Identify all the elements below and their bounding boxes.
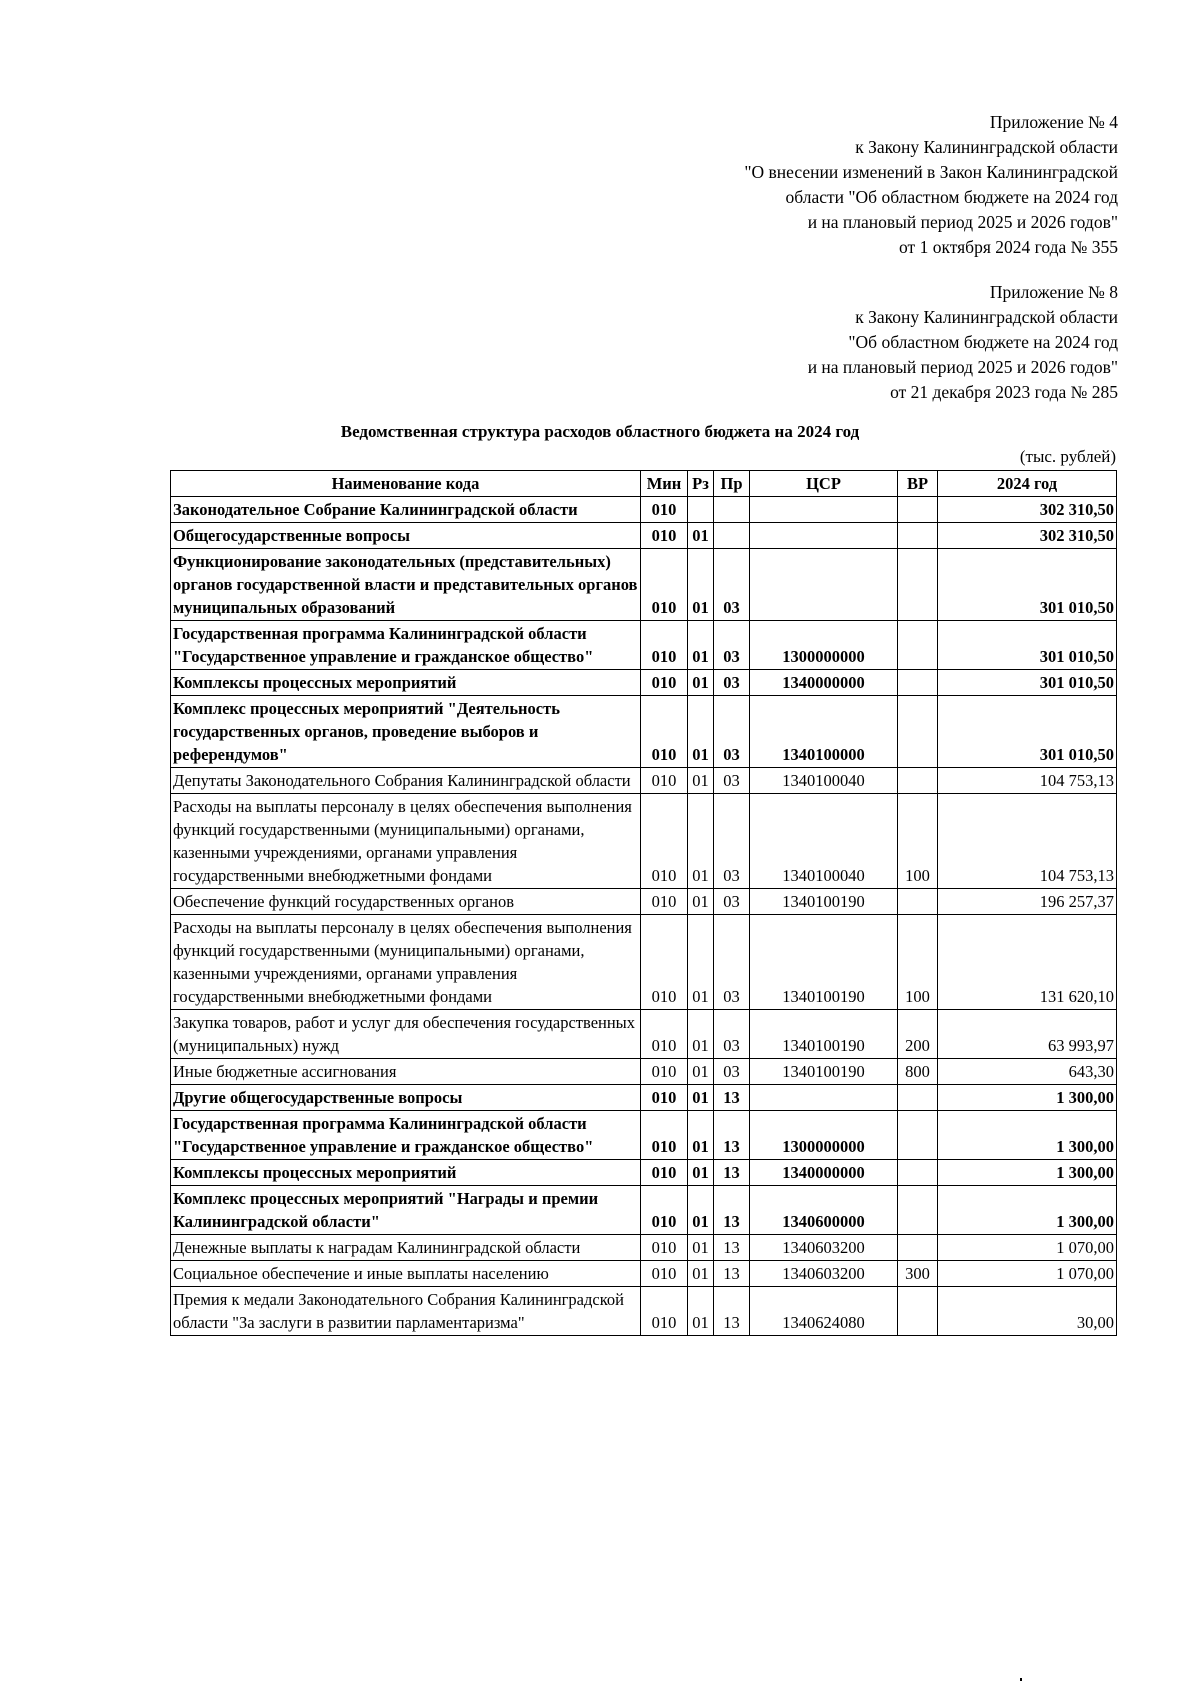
row-rz: 01 (688, 1111, 714, 1160)
row-csr: 1300000000 (750, 621, 898, 670)
row-amount: 104 753,13 (938, 794, 1117, 889)
row-vr: 300 (898, 1261, 938, 1287)
row-pr: 03 (714, 915, 750, 1010)
row-pr: 03 (714, 696, 750, 768)
row-csr (750, 523, 898, 549)
row-amount: 1 300,00 (938, 1186, 1117, 1235)
row-pr: 03 (714, 670, 750, 696)
column-header: Мин (641, 471, 688, 497)
row-vr (898, 497, 938, 523)
row-amount: 30,00 (938, 1287, 1117, 1336)
row-amount: 63 993,97 (938, 1010, 1117, 1059)
row-name: Премия к медали Законодательного Собрания Калининградской области "За заслуги в развитии парламентаризма" (171, 1287, 641, 1336)
row-min: 010 (641, 915, 688, 1010)
row-min: 010 (641, 621, 688, 670)
header-line: Приложение № 4 (989, 112, 1118, 132)
appendix-8-header (808, 280, 1118, 405)
row-csr: 1340100040 (750, 768, 898, 794)
table-row (171, 915, 1117, 1010)
row-rz: 01 (688, 889, 714, 915)
row-csr (750, 497, 898, 523)
row-csr: 1340100190 (750, 889, 898, 915)
row-amount: 643,30 (938, 1059, 1117, 1085)
row-pr: 13 (714, 1085, 750, 1111)
row-name: Расходы на выплаты персоналу в целях обеспечения выполнения функций государственными (муниципальными) органами, казенными учреждениями, органами управления государственными внебюджетными фондами (171, 794, 641, 889)
table-row (171, 1235, 1117, 1261)
scan-speck (1020, 1678, 1022, 1681)
table-row (171, 1160, 1117, 1186)
row-name: Социальное обеспечение и иные выплаты населению (171, 1261, 641, 1287)
row-name: Денежные выплаты к наградам Калининградской области (171, 1235, 641, 1261)
row-csr: 1340603200 (750, 1235, 898, 1261)
row-min: 010 (641, 497, 688, 523)
appendix-4-header (744, 110, 1118, 260)
header-line: и на плановый период 2025 и 2026 годов" (807, 212, 1118, 232)
row-vr: 100 (898, 794, 938, 889)
table-header-row (171, 471, 1117, 497)
row-name: Обеспечение функций государственных органов (171, 889, 641, 915)
row-csr: 1340100040 (750, 794, 898, 889)
row-pr (714, 523, 750, 549)
row-vr (898, 768, 938, 794)
row-csr: 1340624080 (750, 1287, 898, 1336)
table-row (171, 1261, 1117, 1287)
row-pr: 13 (714, 1235, 750, 1261)
row-vr (898, 523, 938, 549)
table-row (171, 621, 1117, 670)
row-pr: 13 (714, 1287, 750, 1336)
row-min: 010 (641, 794, 688, 889)
table-row (171, 768, 1117, 794)
row-csr: 1340000000 (750, 670, 898, 696)
row-rz: 01 (688, 1235, 714, 1261)
row-rz: 01 (688, 523, 714, 549)
row-vr (898, 670, 938, 696)
row-min: 010 (641, 1111, 688, 1160)
row-csr: 1340100190 (750, 1010, 898, 1059)
row-pr: 13 (714, 1261, 750, 1287)
row-min: 010 (641, 523, 688, 549)
row-amount: 301 010,50 (938, 621, 1117, 670)
row-pr: 03 (714, 794, 750, 889)
column-header: Рз (688, 471, 714, 497)
row-csr: 1340100000 (750, 696, 898, 768)
row-amount: 301 010,50 (938, 549, 1117, 621)
header-line: "Об областном бюджете на 2024 год (848, 332, 1118, 352)
row-rz: 01 (688, 549, 714, 621)
table-row (171, 794, 1117, 889)
header-line: области "Об областном бюджете на 2024 год (785, 187, 1118, 207)
row-vr (898, 889, 938, 915)
row-rz: 01 (688, 768, 714, 794)
row-rz: 01 (688, 1085, 714, 1111)
row-csr: 1340100190 (750, 915, 898, 1010)
row-amount: 1 070,00 (938, 1235, 1117, 1261)
row-csr: 1340100190 (750, 1059, 898, 1085)
header-line: Приложение № 8 (989, 282, 1118, 302)
row-name: Комплексы процессных мероприятий (171, 670, 641, 696)
row-rz: 01 (688, 1160, 714, 1186)
row-name: Другие общегосударственные вопросы (171, 1085, 641, 1111)
header-line: к Закону Калининградской области (855, 307, 1118, 327)
row-name: Законодательное Собрание Калининградской области (171, 497, 641, 523)
table-row (171, 670, 1117, 696)
row-name: Комплекс процессных мероприятий "Награды и премии Калининградской области" (171, 1186, 641, 1235)
row-csr: 1340600000 (750, 1186, 898, 1235)
table-row (171, 1186, 1117, 1235)
row-vr: 200 (898, 1010, 938, 1059)
row-rz: 01 (688, 794, 714, 889)
row-name: Расходы на выплаты персоналу в целях обеспечения выполнения функций государственными (муниципальными) органами, казенными учреждениями, органами управления государственными внебюджетными фондами (171, 915, 641, 1010)
row-amount: 131 620,10 (938, 915, 1117, 1010)
row-min: 010 (641, 1010, 688, 1059)
column-header: Пр (714, 471, 750, 497)
row-vr (898, 1160, 938, 1186)
row-csr: 1300000000 (750, 1111, 898, 1160)
row-csr (750, 549, 898, 621)
row-vr: 100 (898, 915, 938, 1010)
row-rz: 01 (688, 1010, 714, 1059)
table-row (171, 1111, 1117, 1160)
row-min: 010 (641, 1186, 688, 1235)
row-amount: 1 070,00 (938, 1261, 1117, 1287)
row-pr: 03 (714, 1010, 750, 1059)
row-vr (898, 621, 938, 670)
row-name: Депутаты Законодательного Собрания Калининградской области (171, 768, 641, 794)
row-min: 010 (641, 1160, 688, 1186)
row-amount: 1 300,00 (938, 1085, 1117, 1111)
column-header: ВР (898, 471, 938, 497)
table-row (171, 1010, 1117, 1059)
row-min: 010 (641, 549, 688, 621)
row-min: 010 (641, 1261, 688, 1287)
row-name: Государственная программа Калининградской области "Государственное управление и гражданское общество" (171, 1111, 641, 1160)
row-vr (898, 1287, 938, 1336)
table-row (171, 1059, 1117, 1085)
row-rz: 01 (688, 1186, 714, 1235)
row-min: 010 (641, 1287, 688, 1336)
column-header: Наименование кода (171, 471, 641, 497)
row-amount: 301 010,50 (938, 696, 1117, 768)
table-row (171, 497, 1117, 523)
row-rz: 01 (688, 1059, 714, 1085)
row-rz: 01 (688, 621, 714, 670)
row-min: 010 (641, 670, 688, 696)
header-line: "О внесении изменений в Закон Калининградской (744, 162, 1118, 182)
row-min: 010 (641, 1059, 688, 1085)
row-name: Государственная программа Калининградской области "Государственное управление и гражданское общество" (171, 621, 641, 670)
row-name: Закупка товаров, работ и услуг для обеспечения государственных (муниципальных) нужд (171, 1010, 641, 1059)
row-vr (898, 1235, 938, 1261)
row-min: 010 (641, 696, 688, 768)
row-csr: 1340603200 (750, 1261, 898, 1287)
row-vr (898, 1186, 938, 1235)
row-amount: 302 310,50 (938, 497, 1117, 523)
row-amount: 302 310,50 (938, 523, 1117, 549)
row-rz: 01 (688, 696, 714, 768)
row-rz: 01 (688, 915, 714, 1010)
units-label: (тыс. рублей) (1019, 447, 1116, 466)
row-name: Комплекс процессных мероприятий "Деятельность государственных органов, проведение выборов и референдумов" (171, 696, 641, 768)
row-name: Иные бюджетные ассигнования (171, 1059, 641, 1085)
table-row (171, 889, 1117, 915)
row-rz: 01 (688, 1261, 714, 1287)
row-vr (898, 549, 938, 621)
row-vr (898, 696, 938, 768)
row-amount: 104 753,13 (938, 768, 1117, 794)
row-csr (750, 1085, 898, 1111)
row-pr: 13 (714, 1111, 750, 1160)
row-vr: 800 (898, 1059, 938, 1085)
row-pr: 03 (714, 889, 750, 915)
budget-table (170, 470, 1117, 1336)
row-amount: 196 257,37 (938, 889, 1117, 915)
row-pr: 03 (714, 621, 750, 670)
table-row (171, 523, 1117, 549)
row-min: 010 (641, 1085, 688, 1111)
row-min: 010 (641, 1235, 688, 1261)
row-amount: 1 300,00 (938, 1160, 1117, 1186)
table-row (171, 1085, 1117, 1111)
row-amount: 301 010,50 (938, 670, 1117, 696)
row-min: 010 (641, 889, 688, 915)
table-body (171, 497, 1117, 1336)
row-pr: 13 (714, 1186, 750, 1235)
document-title: Ведомственная структура расходов областного бюджета на 2024 год (340, 422, 860, 441)
row-name: Общегосударственные вопросы (171, 523, 641, 549)
row-rz (688, 497, 714, 523)
row-amount: 1 300,00 (938, 1111, 1117, 1160)
row-rz: 01 (688, 1287, 714, 1336)
header-line: от 1 октября 2024 года № 355 (899, 237, 1118, 257)
column-header: ЦСР (750, 471, 898, 497)
row-pr: 03 (714, 549, 750, 621)
row-pr (714, 497, 750, 523)
header-line: от 21 декабря 2023 года № 285 (890, 382, 1118, 402)
row-rz: 01 (688, 670, 714, 696)
row-name: Комплексы процессных мероприятий (171, 1160, 641, 1186)
row-csr: 1340000000 (750, 1160, 898, 1186)
row-pr: 03 (714, 768, 750, 794)
row-pr: 03 (714, 1059, 750, 1085)
row-pr: 13 (714, 1160, 750, 1186)
table-row (171, 696, 1117, 768)
table-row (171, 549, 1117, 621)
row-vr (898, 1085, 938, 1111)
table-row (171, 1287, 1117, 1336)
row-min: 010 (641, 768, 688, 794)
row-name: Функционирование законодательных (представительных) органов государственной власти и представительных органов муниципальных образований (171, 549, 641, 621)
column-header: 2024 год (938, 471, 1117, 497)
header-line: и на плановый период 2025 и 2026 годов" (807, 357, 1118, 377)
row-vr (898, 1111, 938, 1160)
header-line: к Закону Калининградской области (855, 137, 1118, 157)
